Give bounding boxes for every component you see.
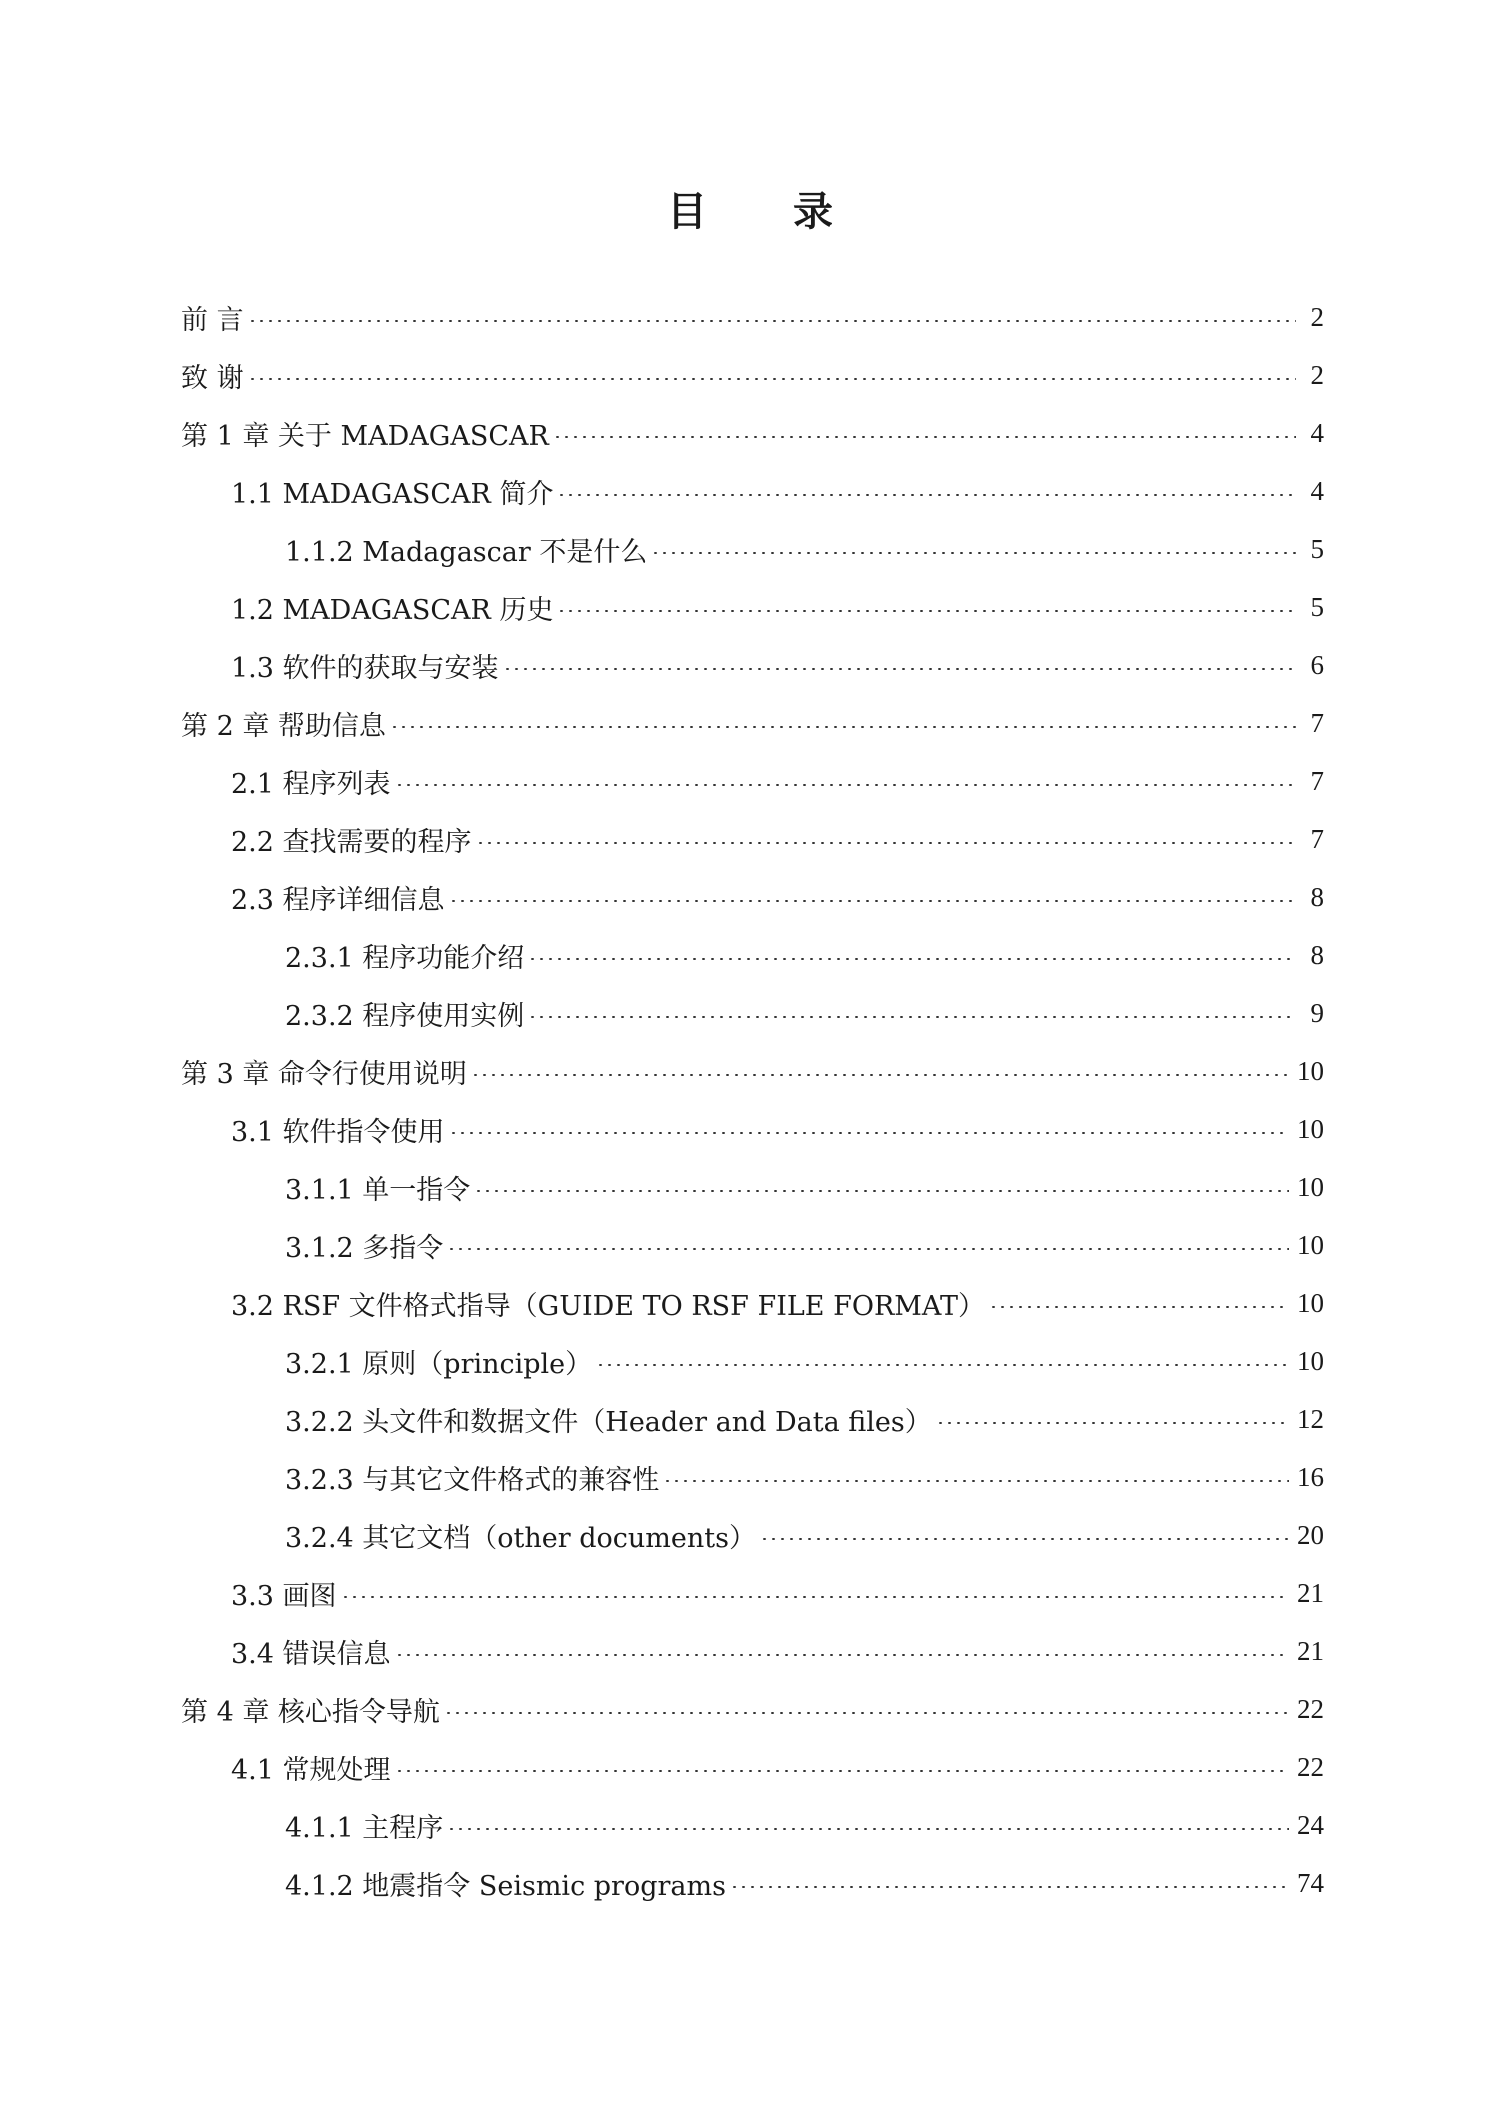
toc-entry[interactable] <box>0 1622 1500 1680</box>
toc-entry[interactable] <box>0 810 1500 868</box>
toc-entry[interactable] <box>0 1738 1500 1796</box>
dot-leader <box>471 1074 1289 1076</box>
dot-leader <box>395 1770 1289 1772</box>
toc-entry-page-number: 8 <box>1310 939 1324 970</box>
dot-leader <box>248 378 1296 380</box>
toc-entry-page-number: 20 <box>1297 1519 1324 1550</box>
dot-leader <box>341 1596 1289 1598</box>
toc-entry-page-number: 22 <box>1297 1751 1324 1782</box>
toc-entry-label: 第 2 章 帮助信息 <box>181 710 386 742</box>
toc-entry-label: 3.1.2 多指令 <box>285 1232 444 1264</box>
toc-entry[interactable] <box>0 1390 1500 1448</box>
toc-entry-page-number: 21 <box>1297 1635 1324 1666</box>
toc-entry-page-number: 7 <box>1310 707 1324 738</box>
toc-title: 目 录 <box>667 189 869 235</box>
toc-entry-page-number: 10 <box>1297 1171 1324 1202</box>
toc-entry[interactable] <box>0 520 1500 578</box>
toc-entry[interactable] <box>0 1216 1500 1274</box>
toc-entry[interactable] <box>0 1506 1500 1564</box>
toc-entry-label: 4.1.1 主程序 <box>285 1812 444 1844</box>
dot-leader <box>936 1422 1289 1424</box>
toc-entry[interactable] <box>0 868 1500 926</box>
dot-leader <box>449 1132 1289 1134</box>
toc-entry-label: 4.1.2 地震指令 Seismic programs <box>285 1870 726 1902</box>
toc-entry-page-number: 74 <box>1297 1867 1324 1898</box>
toc-entry[interactable] <box>0 1100 1500 1158</box>
toc-entry-label: 3.2.2 头文件和数据文件（Header and Data files） <box>285 1406 932 1438</box>
toc-entry-page-number: 12 <box>1297 1403 1324 1434</box>
dot-leader <box>395 784 1296 786</box>
toc-entry-page-number: 16 <box>1297 1461 1324 1492</box>
toc-entry[interactable] <box>0 1332 1500 1390</box>
dot-leader <box>474 1190 1289 1192</box>
toc-entry[interactable] <box>0 404 1500 462</box>
dot-leader <box>730 1886 1289 1888</box>
dot-leader <box>557 494 1296 496</box>
toc-entry-page-number: 7 <box>1310 765 1324 796</box>
toc-entry-label: 2.3.2 程序使用实例 <box>285 1000 525 1032</box>
dot-leader <box>989 1306 1289 1308</box>
toc-entry-label: 3.2 RSF 文件格式指导（GUIDE TO RSF FILE FORMAT） <box>231 1290 985 1322</box>
toc-entry-label: 2.3 程序详细信息 <box>231 884 445 916</box>
toc-entry-label: 3.1.1 单一指令 <box>285 1174 471 1206</box>
toc-entry-label: 第 1 章 关于 MADAGASCAR <box>181 420 549 452</box>
toc-entry[interactable] <box>0 578 1500 636</box>
toc-entry[interactable] <box>0 346 1500 404</box>
toc-entry-label: 1.3 软件的获取与安装 <box>231 652 499 684</box>
dot-leader <box>596 1364 1289 1366</box>
toc-entry-page-number: 21 <box>1297 1577 1324 1608</box>
toc-entry-label: 3.1 软件指令使用 <box>231 1116 445 1148</box>
toc-entry-page-number: 2 <box>1310 301 1324 332</box>
dot-leader <box>447 1828 1289 1830</box>
toc-entry[interactable] <box>0 926 1500 984</box>
dot-leader <box>248 320 1296 322</box>
toc-entry-page-number: 10 <box>1297 1055 1324 1086</box>
toc-entry-page-number: 10 <box>1297 1229 1324 1260</box>
toc-entry-label: 第 4 章 核心指令导航 <box>181 1696 440 1728</box>
toc-entry-label: 3.2.4 其它文档（other documents） <box>285 1522 756 1554</box>
toc-entry-page-number: 10 <box>1297 1113 1324 1144</box>
toc-entry-label: 2.1 程序列表 <box>231 768 391 800</box>
dot-leader <box>449 900 1296 902</box>
toc-entry-label: 3.2.3 与其它文件格式的兼容性 <box>285 1464 660 1496</box>
dot-leader <box>390 726 1296 728</box>
toc-entry[interactable] <box>0 1274 1500 1332</box>
toc-entry-label: 1.1 MADAGASCAR 简介 <box>231 478 554 510</box>
dot-leader <box>553 436 1296 438</box>
dot-leader <box>444 1712 1289 1714</box>
toc-entry-page-number: 5 <box>1310 591 1324 622</box>
toc-entry-label: 2.3.1 程序功能介绍 <box>285 942 525 974</box>
toc-entry-page-number: 5 <box>1310 533 1324 564</box>
dot-leader <box>651 552 1296 554</box>
toc-entry-label: 2.2 查找需要的程序 <box>231 826 472 858</box>
toc-entry[interactable] <box>0 752 1500 810</box>
dot-leader <box>447 1248 1289 1250</box>
toc-entry[interactable] <box>0 1564 1500 1622</box>
toc-entry-page-number: 2 <box>1310 359 1324 390</box>
toc-entry[interactable] <box>0 1042 1500 1100</box>
toc-entry[interactable] <box>0 462 1500 520</box>
toc-entry-label: 3.2.1 原则（principle） <box>285 1348 593 1380</box>
dot-leader <box>663 1480 1289 1482</box>
toc-entry-page-number: 6 <box>1310 649 1324 680</box>
toc-entry-page-number: 9 <box>1310 997 1324 1028</box>
toc-entry-page-number: 10 <box>1297 1345 1324 1376</box>
toc-entry[interactable] <box>0 984 1500 1042</box>
toc-entry-label: 致 谢 <box>181 362 244 394</box>
toc-entry[interactable] <box>0 1158 1500 1216</box>
toc-entry-page-number: 4 <box>1310 417 1324 448</box>
toc-entry-label: 前 言 <box>181 304 244 336</box>
toc-entry-label: 1.1.2 Madagascar 不是什么 <box>285 536 648 568</box>
toc-entry[interactable] <box>0 1680 1500 1738</box>
toc-entry-page-number: 22 <box>1297 1693 1324 1724</box>
dot-leader <box>760 1538 1289 1540</box>
toc-entry[interactable] <box>0 694 1500 752</box>
toc-entry-label: 第 3 章 命令行使用说明 <box>181 1058 467 1090</box>
toc-entry-label: 4.1 常规处理 <box>231 1754 391 1786</box>
toc-entry[interactable] <box>0 636 1500 694</box>
dot-leader <box>528 958 1296 960</box>
table-of-contents <box>0 288 1500 1912</box>
dot-leader <box>476 842 1296 844</box>
toc-entry-label: 1.2 MADAGASCAR 历史 <box>231 594 554 626</box>
toc-entry-label: 3.3 画图 <box>231 1580 337 1612</box>
toc-entry[interactable] <box>0 1796 1500 1854</box>
toc-entry[interactable] <box>0 1448 1500 1506</box>
dot-leader <box>528 1016 1296 1018</box>
toc-entry-page-number: 4 <box>1310 475 1324 506</box>
toc-entry-page-number: 24 <box>1297 1809 1324 1840</box>
dot-leader <box>503 668 1296 670</box>
toc-entry-page-number: 8 <box>1310 881 1324 912</box>
toc-entry[interactable] <box>0 1854 1500 1912</box>
dot-leader <box>395 1654 1289 1656</box>
dot-leader <box>557 610 1296 612</box>
toc-entry[interactable] <box>0 288 1500 346</box>
toc-entry-page-number: 7 <box>1310 823 1324 854</box>
toc-entry-label: 3.4 错误信息 <box>231 1638 391 1670</box>
toc-entry-page-number: 10 <box>1297 1287 1324 1318</box>
